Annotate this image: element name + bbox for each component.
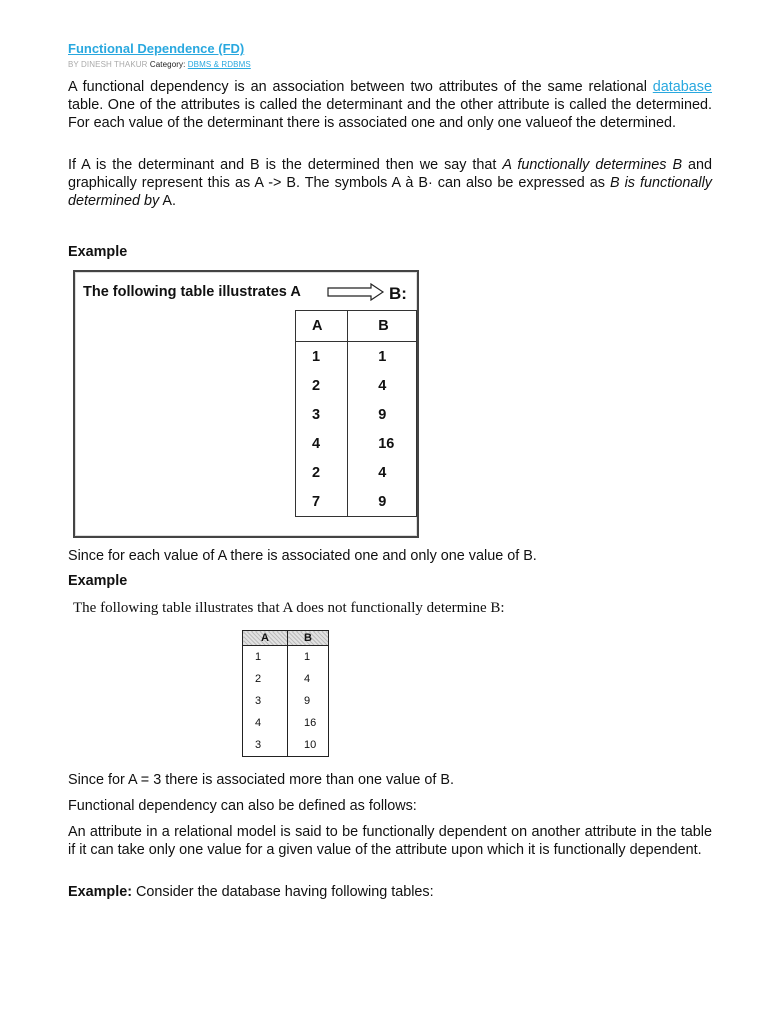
table-row: 2 4 xyxy=(296,458,417,487)
table-row: 7 9 xyxy=(296,487,417,517)
column-header-b: B xyxy=(348,311,417,342)
paragraph-alt-definition: Functional dependency can also be defined as follows: xyxy=(68,798,417,814)
example2-heading: Example xyxy=(68,573,128,589)
table-row: 1 1 xyxy=(296,342,417,372)
example1-figure xyxy=(73,270,419,538)
byline xyxy=(68,60,712,69)
example1-caption-end: B: xyxy=(389,284,407,303)
paragraph-notation: If A is the determinant and B is the determined then we say that A functionally determines B and graphically represent this as A -> B. The symbols A à B· can also be expressed as B is functionally determined by A. xyxy=(68,157,712,209)
table-row: 2 4 xyxy=(243,668,329,690)
example2-note: Since for A = 3 there is associated more than one value of B. xyxy=(68,772,454,788)
article-header xyxy=(68,40,712,69)
table-row: 4 16 xyxy=(243,712,329,734)
table-row: 3 10 xyxy=(243,734,329,757)
paragraph-dependent-definition: An attribute in a relational model is said to be functionally dependent on another attribute in the table if it can take only one value for a given value of the attribute upon which it is functionally dependent. xyxy=(68,824,712,858)
example1-caption: The following table illustrates A xyxy=(83,284,301,300)
category-link[interactable]: DBMS & RDBMS xyxy=(187,60,251,69)
paragraph-example-intro: Example: Consider the database having following tables: xyxy=(68,884,434,900)
example1-heading: Example xyxy=(68,244,128,260)
byline-author: BY DINESH THAKUR xyxy=(68,60,148,69)
table-row: 3 9 xyxy=(243,690,329,712)
byline-category-label: Category: xyxy=(149,60,186,69)
table-row: 1 1 xyxy=(243,646,329,669)
example1-note: Since for each value of A there is associated one and only one value of B. xyxy=(68,548,537,564)
database-link[interactable]: database xyxy=(652,79,712,95)
table-row: 3 9 xyxy=(296,400,417,429)
example2-caption: The following table illustrates that A does not functionally determine B: xyxy=(73,600,505,616)
example1-table xyxy=(295,310,417,517)
column-header-a: A xyxy=(243,631,288,646)
paragraph-definition: A functional dependency is an association between two attributes of the same relational database table. One of the attributes is called the determinant and the other attribute is called the determined. For each value of the determinant there is associated one and only one valueof the determined. xyxy=(68,79,712,131)
example2-table xyxy=(242,630,329,757)
article-title[interactable]: Functional Dependence (FD) xyxy=(68,41,245,56)
table-row: 2 4 xyxy=(296,371,417,400)
table-row: 4 16 xyxy=(296,429,417,458)
right-arrow-icon xyxy=(327,283,385,301)
column-header-a: A xyxy=(296,311,348,342)
column-header-b: B xyxy=(288,631,329,646)
